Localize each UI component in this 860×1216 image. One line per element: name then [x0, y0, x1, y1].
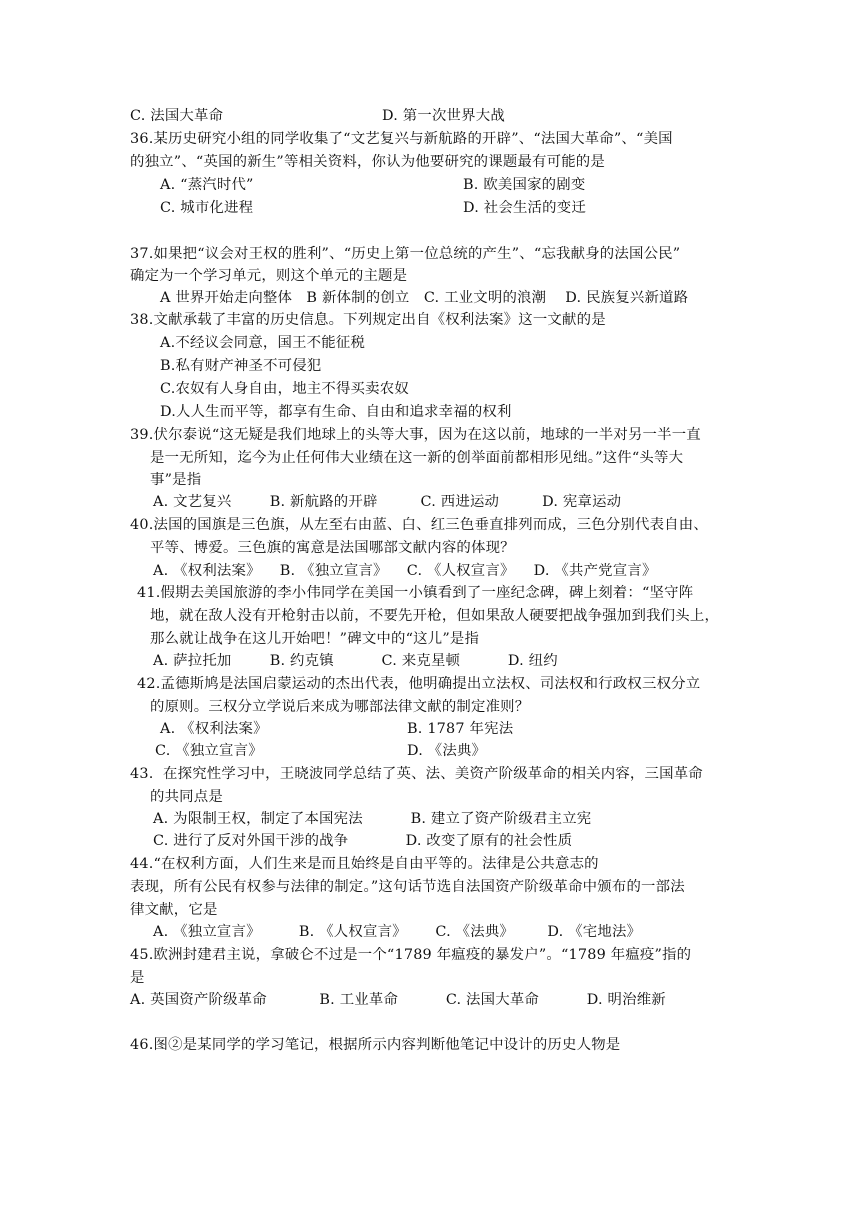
text-line: 42.孟德斯鸠是法国启蒙运动的杰出代表，他明确提出立法权、司法权和行政权三权分立 — [137, 676, 701, 692]
text-line: A. 为限制王权，制定了本国宪法 B. 建立了资产阶级君主立宪 — [153, 811, 592, 827]
text-line: B. 1787 年宪法 — [407, 721, 514, 737]
text-line: C. 法国大革命 — [130, 108, 224, 124]
text-line: A. 英国资产阶级革命 B. 工业革命 C. 法国大革命 D. 明治维新 — [130, 992, 666, 1008]
text-line: 的共同点是 — [150, 789, 223, 805]
text-line: A.不经议会同意，国王不能征税 — [160, 335, 366, 351]
text-line: 是 — [130, 970, 145, 986]
text-line: B.私有财产神圣不可侵犯 — [160, 358, 322, 374]
text-line: 律文献，它是 — [130, 902, 218, 918]
text-line: 39.伏尔泰说“这无疑是我们地球上的头等大事，因为在这以前，地球的一半对另一半一直 — [130, 427, 701, 443]
text-line: 36.某历史研究小组的同学收集了“文艺复兴与新航路的开辟”、“法国大革命”、“美国 — [130, 131, 673, 147]
text-line: 37.如果把“议会对王权的胜利”、“历史上第一位总统的产生”、“忘我献身的法国公民” — [130, 246, 681, 262]
text-line: A 世界开始走向整体 B 新体制的创立 C. 工业文明的浪潮 D. 民族复兴新道路 — [160, 290, 689, 306]
text-line: A. 《权利法案》 — [160, 721, 268, 737]
text-line: 44.“在权利方面，人们生来是而且始终是自由平等的。法律是公共意志的 — [130, 856, 599, 872]
text-line: 41.假期去美国旅游的李小伟同学在美国一小镇看到了一座纪念碑，碑上刻着：“坚守阵 — [137, 585, 694, 601]
text-line: C.农奴有人身自由，地主不得买卖农奴 — [160, 381, 409, 397]
text-line: 的独立”、“英国的新生”等相关资料，你认为他要研究的课题最有可能的是 — [130, 154, 605, 170]
text-line: C. 进行了反对外国干涉的战争 D. 改变了原有的社会性质 — [153, 833, 573, 849]
text-line: A. 文艺复兴 B. 新航路的开辟 C. 西进运动 D. 宪章运动 — [153, 494, 622, 510]
text-line: 平等、博爱。三色旗的寓意是法国哪部文献内容的体现？ — [150, 540, 515, 556]
text-line: D. 《法典》 — [407, 743, 487, 759]
text-line: 是一无所知，迄今为止任何伟大业绩在这一新的创举面前都相形见绌。”这件“头等大 — [150, 450, 684, 466]
text-line: C. 城市化进程 — [160, 200, 254, 216]
text-line: 46.图②是某同学的学习笔记，根据所示内容判断他笔记中设计的历史人物是 — [130, 1037, 621, 1053]
text-line: 地，就在敌人没有开枪射击以前，不要先开枪，但如果敌人硬要把战争强加到我们头上， — [150, 608, 720, 624]
text-line: 40.法国的国旗是三色旗，从左至右由蓝、白、红三色垂直排列而成，三色分别代表自由、 — [130, 517, 708, 533]
text-line: D. 第一次世界大战 — [382, 108, 505, 124]
text-line: A. 《独立宣言》 B. 《人权宣言》 C. 《法典》 D. 《宅地法》 — [153, 924, 642, 940]
text-line: D. 社会生活的变迁 — [463, 200, 586, 216]
text-line: D.人人生而平等，都享有生命、自由和追求幸福的权利 — [160, 404, 512, 420]
text-line: 的原则。三权分立学说后来成为哪部法律文献的制定准则？ — [150, 699, 530, 715]
text-line: A. “蒸汽时代” — [160, 177, 254, 193]
text-line: 事”是指 — [150, 472, 202, 488]
text-line: 表现，所有公民有权参与法律的制定。”这句话节选自法国资产阶级革命中颁布的一部法 — [130, 879, 685, 895]
text-line: 确定为一个学习单元，则这个单元的主题是 — [130, 268, 408, 284]
text-line: 38.文献承载了丰富的历史信息。下列规定出自《权利法案》这一文献的是 — [130, 312, 606, 328]
text-line: A. 萨拉托加 B. 约克镇 C. 来克星顿 D. 纽约 — [153, 653, 558, 669]
text-line: 那么就让战争在这儿开始吧！”碑文中的“这儿”是指 — [150, 631, 480, 647]
text-line: C. 《独立宣言》 — [155, 743, 263, 759]
text-line: B. 欧美国家的剧变 — [463, 177, 586, 193]
text-line: 45.欧洲封建君主说，拿破仑不过是一个“1789 年瘟疫的暴发户”。“1789 年瘟疫”指的 — [130, 947, 692, 963]
text-line: A. 《权利法案》 B. 《独立宣言》 C. 《人权宣言》 D. 《共产党宣言》 — [153, 563, 657, 579]
text-line: 43. 在探究性学习中，王晓波同学总结了英、法、美资产阶级革命的相关内容，三国革命 — [130, 766, 703, 782]
